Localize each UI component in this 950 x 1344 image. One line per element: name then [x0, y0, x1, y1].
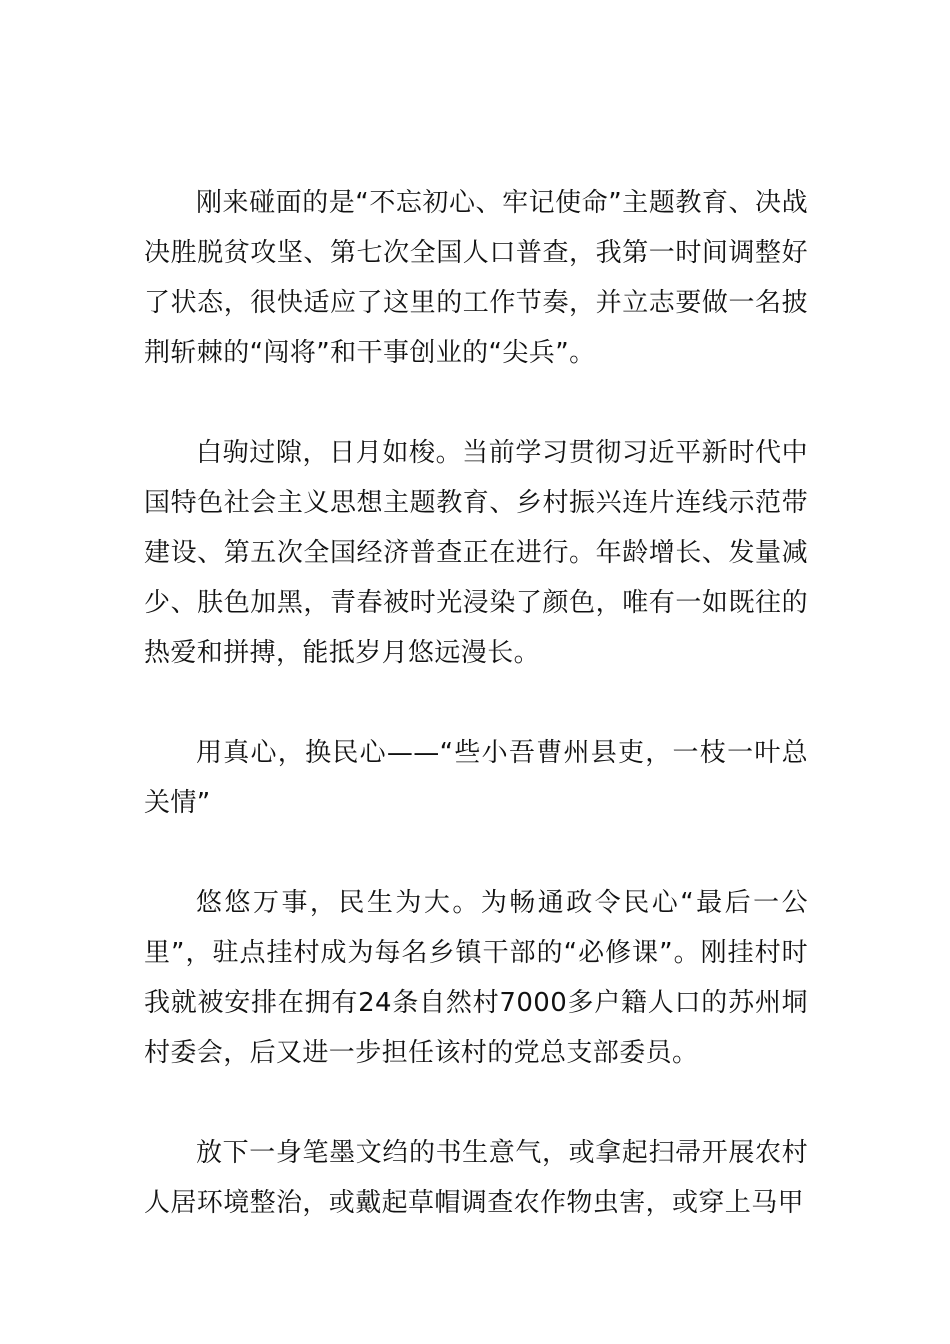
paragraph-5: 放下一身笔墨文绉的书生意气，或拿起扫帚开展农村人居环境整治，或戴起草帽调查农作物虫害，或穿上马甲	[144, 1138, 808, 1218]
paragraph-2: 白驹过隙，日月如梭。当前学习贯彻习近平新时代中国特色社会主义思想主题教育、乡村振兴连片连线示范带建设、第五次全国经济普查正在进行。年龄增长、发量减少、肤色加黑，青春被时光浸染了颜色，唯有一如既往的热爱和拼搏，能抵岁月悠远漫长。	[144, 438, 808, 668]
section-heading-paragraph: 用真心，换民心——“些小吾曹州县吏，一枝一叶总关情”	[144, 738, 808, 818]
paragraph-1: 刚来碰面的是“不忘初心、牢记使命”主题教育、决战决胜脱贫攻坚、第七次全国人口普查，我第一时间调整好了状态，很快适应了这里的工作节奏，并立志要做一名披荆斩棘的“闯将”和干事创业的“尖兵”。	[144, 188, 808, 368]
document-body	[144, 178, 808, 1278]
paragraph-4: 悠悠万事，民生为大。为畅通政令民心“最后一公里”，驻点挂村成为每名乡镇干部的“必修课”。刚挂村时我就被安排在拥有24条自然村7000多户籍人口的苏州垌村委会，后又进一步担任该村的党总支部委员。	[144, 888, 808, 1068]
